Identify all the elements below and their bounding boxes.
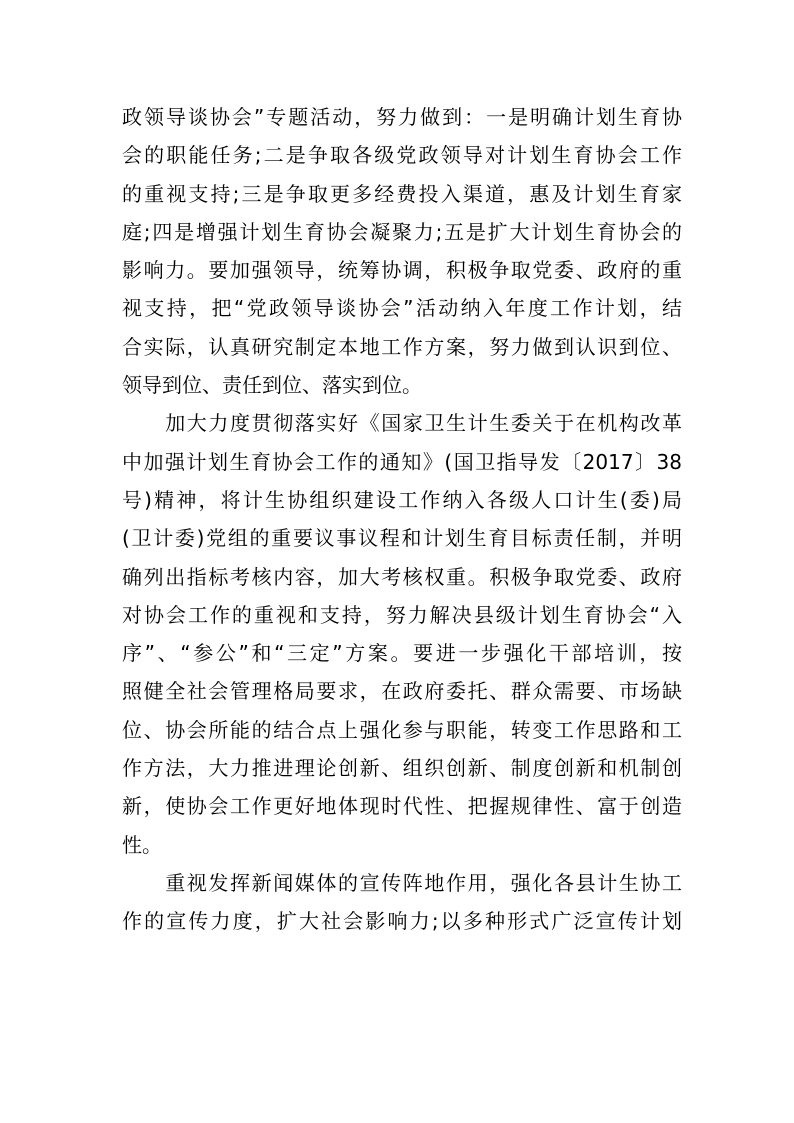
text-line: 确列出指标考核内容，加大考核权重。积极争取党委、政府 [122, 564, 682, 589]
text-line: 加大力度贯彻落实好《国家卫生计生委关于在机构改革 [122, 411, 682, 436]
text-line: 影响力。要加强领导，统筹协调，积极争取党委、政府的重 [122, 258, 682, 283]
text-line: 作方法，大力推进理论创新、组织创新、制度创新和机制创 [122, 756, 682, 781]
text-line: 庭;四是增强计划生育协会凝聚力;五是扩大计划生育协会的 [122, 219, 682, 244]
text-line: 性。 [122, 832, 162, 857]
text-line: 政领导谈协会”专题活动，努力做到：一是明确计划生育协 [122, 105, 682, 129]
text-line: 重视发挥新闻媒体的宣传阵地作用，强化各县计生协工 [122, 870, 682, 895]
text-line: 序”、“参公”和“三定”方案。要进一步强化干部培训，按 [122, 641, 682, 666]
text-line: 对协会工作的重视和支持，努力解决县级计划生育协会“入 [122, 602, 682, 627]
text-line: 号)精神，将计生协组织建设工作纳入各级人口计生(委)局 [122, 487, 682, 512]
text-line: 视支持，把“党政领导谈协会”活动纳入年度工作计划，结 [122, 296, 682, 321]
text-line: 的重视支持;三是争取更多经费投入渠道，惠及计划生育家 [122, 181, 682, 206]
text-line: 新，使协会工作更好地体现时代性、把握规律性、富于创造 [122, 794, 682, 819]
text-line: 作的宣传力度，扩大社会影响力;以多种形式广泛宣传计划 [122, 909, 682, 934]
text-line: (卫计委)党组的重要议事议程和计划生育目标责任制，并明 [122, 526, 682, 551]
text-line: 合实际，认真研究制定本地工作方案，努力做到认识到位、 [122, 334, 682, 359]
text-line: 照健全社会管理格局要求，在政府委托、群众需要、市场缺 [122, 679, 682, 704]
text-line: 位、协会所能的结合点上强化参与职能，转变工作思路和工 [122, 717, 682, 742]
body-text [122, 98, 682, 941]
text-line: 中加强计划生育协会工作的通知》(国卫指导发〔2017〕38 [122, 449, 682, 474]
text-line: 领导到位、责任到位、落实到位。 [122, 373, 422, 398]
text-line: 会的职能任务;二是争取各级党政领导对计划生育协会工作 [122, 143, 682, 168]
